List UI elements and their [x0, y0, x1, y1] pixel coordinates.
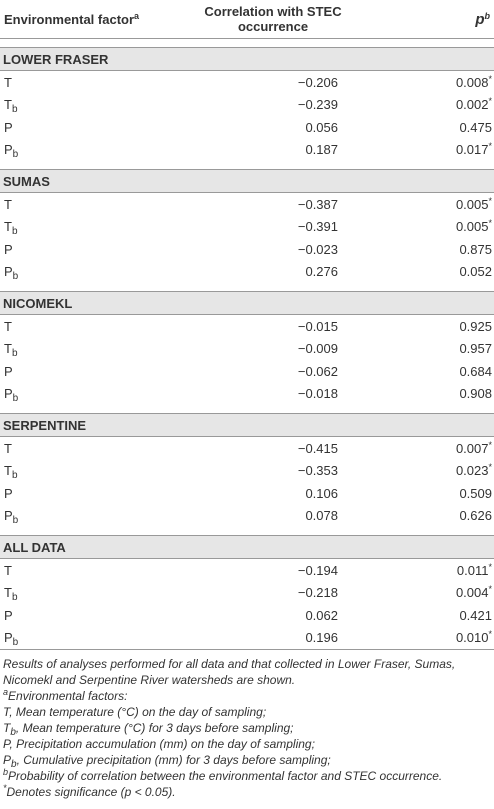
table-row: [0, 139, 494, 162]
header-correlation: Correlation with STEC occurrence: [170, 0, 376, 39]
correlation-cell: −0.023: [297, 241, 338, 257]
p-value-cell: 0.626: [459, 508, 492, 524]
correlation-cell: −0.194: [297, 562, 338, 578]
footnote-b: $^b$Probability of correlation between the environmental factor and STEC occurrence.: [3, 767, 443, 783]
section-header-row: [0, 170, 494, 193]
table-row: [0, 559, 494, 582]
section-spacer: [0, 527, 494, 536]
section-spacer: [0, 39, 494, 48]
table-row: [0, 582, 494, 605]
factor-cell: T: [4, 562, 12, 578]
table-row: [0, 627, 494, 650]
correlation-cell: 0.056: [305, 119, 338, 135]
section-title: SUMAS: [0, 170, 494, 193]
p-value-cell: 0.011*: [456, 561, 492, 578]
factor-cell: T: [4, 74, 12, 90]
table-row: [0, 482, 494, 505]
footnote-p: P, Precipitation accumulation (mm) on the day of sampling;: [3, 737, 315, 751]
table-row: [0, 505, 494, 528]
table-row: [0, 437, 494, 460]
section-title: NICOMEKL: [0, 292, 494, 315]
section-title: SERPENTINE: [0, 414, 494, 437]
factor-cell: $T_b$: [4, 341, 18, 360]
p-value-cell: 0.957: [459, 341, 492, 357]
header-row: [0, 0, 494, 39]
p-value-cell: 0.421: [459, 607, 492, 623]
correlation-cell: −0.018: [297, 386, 338, 402]
section-spacer: [0, 283, 494, 292]
table-row: [0, 383, 494, 406]
footnote-t: T, Mean temperature (°C) on the day of sampling;: [3, 705, 267, 719]
section-spacer: [0, 405, 494, 414]
p-value-cell: 0.008*: [455, 73, 492, 90]
footnote-significance: *Denotes significance (p < 0.05).: [3, 783, 176, 799]
factor-cell: $P_b$: [4, 264, 19, 283]
footnote-pb: $P_b$, Cumulative precipitation (mm) for 3 days before sampling;: [3, 753, 331, 770]
p-value-cell: 0.002*: [455, 96, 492, 113]
factor-cell: $P_b$: [0, 627, 170, 650]
spacer-cell: [0, 527, 494, 536]
table-row: [0, 261, 494, 284]
table-row: [0, 116, 494, 139]
p-value-cell: 0.005*: [455, 218, 492, 235]
factor-cell: P: [4, 607, 13, 623]
factor-cell: $T_b$: [4, 97, 18, 116]
factor-cell: $T_b$: [4, 219, 18, 238]
footnote-summary-line1: Results of analyses performed for all data and that collected in Lower Fraser, Sumas,: [3, 657, 456, 671]
factor-cell: T: [4, 440, 12, 456]
table-row: [0, 338, 494, 361]
header-p: $p^b$: [376, 0, 494, 39]
correlation-cell: −0.062: [297, 363, 338, 379]
footnote-summary-line2: Nicomekl and Serpentine River watersheds are shown.: [3, 673, 296, 687]
p-value-cell: 0.684: [459, 363, 492, 379]
spacer-cell: [0, 405, 494, 414]
correlation-cell: 0.276: [305, 264, 338, 280]
correlation-cell: −0.353: [297, 463, 338, 479]
table-row: [0, 71, 494, 94]
correlation-cell: −0.015: [297, 318, 338, 334]
table-row: [0, 238, 494, 261]
p-value-cell: 0.005*: [455, 195, 492, 212]
section-title: ALL DATA: [0, 536, 494, 559]
section-spacer: [0, 161, 494, 170]
p-value-cell: 0.475: [459, 119, 492, 135]
factor-cell: $T_b$: [4, 585, 18, 604]
spacer-cell: [0, 161, 494, 170]
p-value-cell: 0.004*: [455, 584, 492, 601]
factor-cell: $P_b$: [4, 142, 19, 161]
p-value-cell: 0.007*: [455, 439, 492, 456]
correlation-cell: −0.239: [297, 97, 338, 113]
p-value-cell: 0.509: [459, 485, 492, 501]
table-row: [0, 360, 494, 383]
section-header-row: [0, 536, 494, 559]
table-row: [0, 193, 494, 216]
correlation-cell: 0.062: [305, 607, 338, 623]
factor-cell: T: [4, 196, 12, 212]
spacer-cell: [0, 39, 494, 48]
factor-cell: P: [4, 119, 13, 135]
table-row: [0, 94, 494, 117]
section-header-row: [0, 414, 494, 437]
correlation-cell: −0.218: [297, 585, 338, 601]
header-environmental-factor: Environmental factor$^a$: [0, 0, 170, 39]
correlation-cell: −0.206: [297, 74, 338, 90]
p-value-cell: 0.875: [459, 241, 492, 257]
section-title: LOWER FRASER: [0, 48, 494, 71]
correlation-cell: 0.187: [305, 142, 338, 158]
correlation-cell: −0.387: [297, 196, 338, 212]
factor-cell: P: [4, 485, 13, 501]
section-header-row: [0, 48, 494, 71]
factor-cell: P: [4, 241, 13, 257]
p-value-cell: 0.925: [459, 318, 492, 334]
factor-cell: $P_b$: [4, 508, 19, 527]
factor-cell: P: [4, 363, 13, 379]
correlation-cell: −0.009: [297, 341, 338, 357]
footnote-a: $^a$Environmental factors:: [3, 687, 128, 703]
p-value-cell: 0.017*: [455, 141, 492, 158]
table-row: [0, 460, 494, 483]
factor-cell: T: [4, 318, 12, 334]
p-value-cell: 0.908: [459, 386, 492, 402]
spacer-cell: [0, 283, 494, 292]
table-row: [0, 315, 494, 338]
correlation-cell: 0.078: [305, 508, 338, 524]
p-value-cell: 0.010*: [376, 627, 494, 650]
factor-cell: $T_b$: [4, 463, 18, 482]
correlation-cell: −0.415: [297, 440, 338, 456]
table-footnotes: [0, 650, 494, 800]
correlation-cell: −0.391: [297, 219, 338, 235]
table-body: [0, 39, 494, 650]
factor-cell: $P_b$: [4, 386, 19, 405]
p-value-cell: 0.023*: [455, 462, 492, 479]
correlation-cell: 0.106: [305, 485, 338, 501]
p-value-cell: 0.052: [459, 264, 492, 280]
footnote-tb: $T_b$, Mean temperature (°C) for 3 days before sampling;: [3, 721, 294, 738]
section-header-row: [0, 292, 494, 315]
table-row: [0, 216, 494, 239]
table-row: [0, 604, 494, 627]
correlation-cell: 0.196: [170, 627, 376, 650]
